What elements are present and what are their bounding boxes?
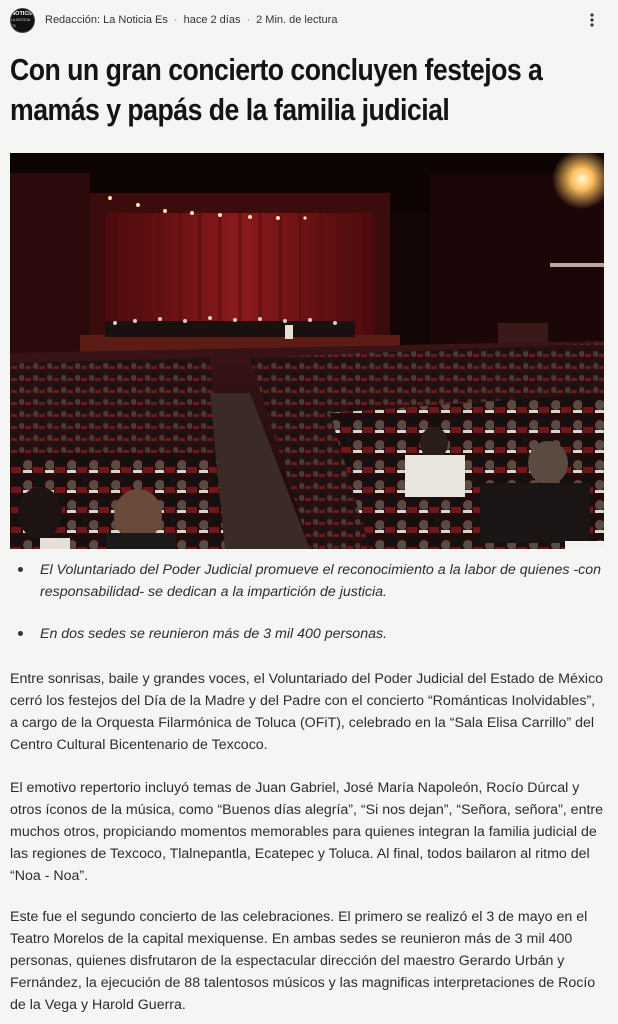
more-vertical-icon [590,13,594,27]
avatar-logo-subtext: LA NOTICIA ES [11,18,31,28]
article-paragraph: Entre sonrisas, baile y grandes voces, el Voluntariado del Poder Judicial del Estado de México cerró los festejos del Día de la Madre y del Padre con el concierto “Románticas Inolvidables”, a cargo de la Orquesta Filarmónica de Toluca (OFiT), celebrado en la “Sala Elisa Carrillo” del Centro Cultural Bicentenario de Texcoco. [10,671,604,753]
concert-hall-photo [10,153,604,549]
list-item: En dos sedes se reunieron más de 3 mil 400 personas. [16,623,606,645]
meta-separator: · [173,14,178,26]
read-time: 2 Min. de lectura [256,14,338,26]
article-paragraph: El emotivo repertorio incluyó temas de Juan Gabriel, José María Napoleón, Rocío Dúrcal y otros íconos de la música, como “Buenos días alegría”, “Si nos dejan”, “Señora, señora”, entre muchos otros, propiciando momentos memorables para quienes integran la familia judicial de las regiones de Texcoco, Tlalnepantla, Ecatepec y Toluca. Al final, todos bailaron al ritmo del “Noa - Noa”. [10,780,604,884]
meta-text [45,14,337,26]
author-avatar[interactable] [10,8,35,33]
article-hero-image[interactable] [10,153,604,549]
author-name[interactable]: Redacción: La Noticia Es [45,14,168,26]
list-item: El Voluntariado del Poder Judicial promueve el reconocimiento a la labor de quienes -con responsabilidad- se dedican a la impartición de justicia. [16,559,606,603]
article-title: Con un gran concierto concluyen festejos a mamás y papás de la familia judicial [10,52,543,127]
avatar-logo-text: NOTICIA [11,11,34,17]
meta-separator: · [246,14,251,26]
more-options-button[interactable] [582,9,602,31]
publish-date: hace 2 días [183,14,241,26]
article-bullets [16,559,606,645]
article-meta [10,7,608,33]
article-paragraph: Este fue el segundo concierto de las celebraciones. El primero se realizó el 3 de mayo en el Teatro Morelos de la capital mexiquense. En ambas sedes se reunieron más de 3 mil 400 personas, quienes disfrutaron de la espectacular dirección del maestro Gerardo Urbán y Fernández, la ejecución de 88 talentosos músicos y las magnificas interpretaciones de Rocío de la Vega y Harold Guerra. [10,909,596,1013]
